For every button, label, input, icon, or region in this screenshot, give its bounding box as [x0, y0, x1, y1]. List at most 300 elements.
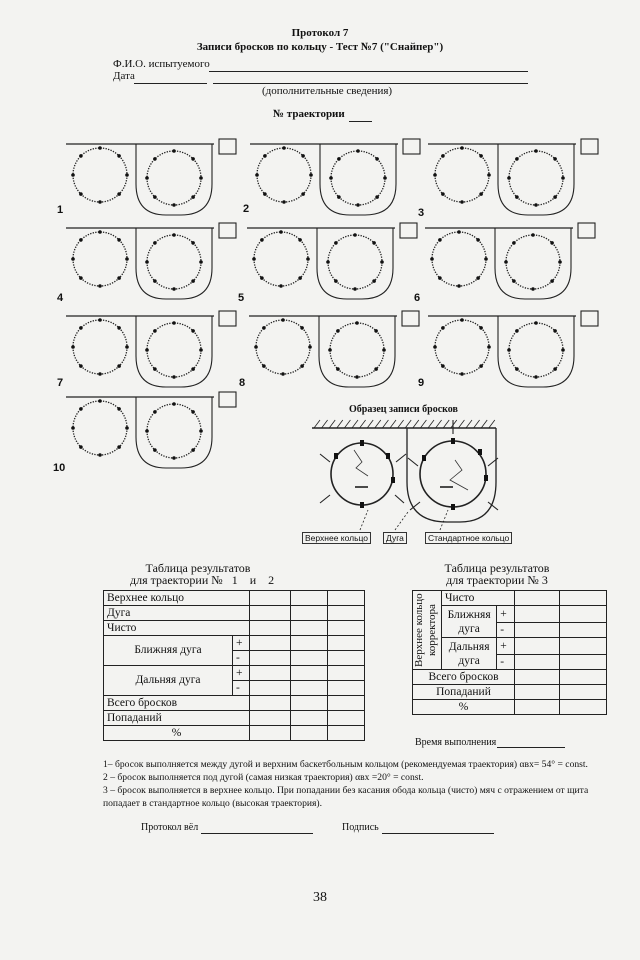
ring-dot [515, 195, 519, 199]
table-row [104, 591, 365, 606]
ring-dot [531, 233, 535, 237]
diagram-number: 7 [57, 377, 64, 389]
table-cell[interactable] [291, 696, 328, 711]
ring-dot [300, 326, 304, 330]
diagram-number: 10 [53, 462, 66, 474]
ring-dot [334, 279, 338, 283]
hatch-line [398, 420, 404, 428]
footnote: 3 – бросок выполняется в верхнее кольцо. При попадании без касания обода кольца (чисто) мяч с отражением от щита [103, 785, 589, 796]
ring-dot [260, 238, 264, 242]
table-cell[interactable] [515, 700, 560, 715]
ring-dot [375, 195, 379, 199]
ring-dot [534, 321, 538, 325]
ring-dot [356, 149, 360, 153]
ring-dot [79, 326, 83, 330]
table-cell: Всего бросков [104, 696, 250, 711]
table-cell[interactable] [515, 670, 560, 685]
ring-dot [430, 257, 434, 261]
table-cell: - [497, 623, 515, 638]
table-cell[interactable] [328, 726, 365, 741]
ring-dot [172, 233, 176, 237]
diagram-number: 5 [238, 292, 245, 304]
table-cell[interactable] [328, 636, 365, 651]
ring-dot [117, 407, 121, 411]
ring-dot [300, 364, 304, 368]
score-box [578, 223, 595, 238]
table-cell[interactable] [250, 606, 291, 621]
hatch-line [443, 420, 449, 428]
ring-dot [117, 326, 121, 330]
table-row [104, 726, 365, 741]
ring-dot [561, 176, 565, 180]
ring-dot [561, 348, 565, 352]
table-row [104, 636, 365, 651]
table-cell: - [233, 651, 250, 666]
ring-dot [476, 238, 480, 242]
ring-dot [153, 410, 157, 414]
ring-dot [191, 195, 195, 199]
table-row [104, 606, 365, 621]
hatch-line [314, 420, 320, 428]
table-cell[interactable] [328, 651, 365, 666]
trajectory-label: № траектории [273, 108, 345, 120]
table-row [104, 696, 365, 711]
diagram-number: 2 [243, 203, 250, 215]
ring-dot [534, 375, 538, 379]
ring-dot [479, 364, 483, 368]
arrow-line [408, 458, 418, 466]
ring-dot [309, 173, 313, 177]
time-field[interactable] [497, 747, 565, 748]
ring-dot [199, 260, 203, 264]
table-cell[interactable] [291, 591, 328, 606]
hatch-line [390, 420, 396, 428]
ring-dot [260, 276, 264, 280]
ring-dot [279, 284, 283, 288]
sample-upper-ring [331, 443, 393, 505]
arrow-line [395, 495, 404, 503]
ring-dot [281, 318, 285, 322]
ring-dot [282, 146, 286, 150]
ring-dot [438, 276, 442, 280]
sample-label-arc: Дуга [383, 532, 407, 544]
ring-dot [172, 321, 176, 325]
ring-dot [534, 149, 538, 153]
table-cell[interactable] [291, 606, 328, 621]
ring-dot [374, 367, 378, 371]
ring-dot [117, 192, 121, 196]
ring-dot [145, 176, 149, 180]
ring-dot [433, 173, 437, 177]
sample-mark [360, 502, 364, 508]
table-cell[interactable] [250, 711, 291, 726]
ring-dot [372, 241, 376, 245]
ring-dot [479, 326, 483, 330]
ring-dot [153, 367, 157, 371]
score-box [403, 139, 420, 154]
hatch-line [436, 420, 442, 428]
ring-dot [507, 176, 511, 180]
table-cell[interactable] [328, 711, 365, 726]
ring-dot [191, 367, 195, 371]
table-cell[interactable] [291, 636, 328, 651]
table1-caption-line2: для траектории № 1 и 2 [130, 573, 275, 587]
hatch-line [344, 420, 350, 428]
ring-dot [125, 426, 129, 430]
ring-dot [550, 241, 554, 245]
ring-dot [460, 372, 464, 376]
ring-dot [255, 173, 259, 177]
table-cell[interactable] [250, 636, 291, 651]
ring-dot [353, 233, 357, 237]
pointer-line [395, 512, 408, 530]
protocol-by-field[interactable] [201, 833, 313, 834]
table-cell[interactable] [328, 696, 365, 711]
ring-dot [199, 348, 203, 352]
ring-dot [117, 154, 121, 158]
table-cell[interactable] [250, 651, 291, 666]
ring-dot [457, 284, 461, 288]
ring-dot [337, 157, 341, 161]
ring-dot [441, 326, 445, 330]
ring-dot [79, 276, 83, 280]
ring-dot [79, 407, 83, 411]
ring-dot [191, 329, 195, 333]
hatch-line [382, 420, 388, 428]
score-box [219, 392, 236, 407]
ring-dot [353, 287, 357, 291]
table-cell: Дуга [104, 606, 250, 621]
hatch-line [375, 420, 381, 428]
table-cell[interactable] [515, 606, 560, 623]
ring-dot [117, 445, 121, 449]
ring-dot [380, 260, 384, 264]
table-cell: - [497, 655, 515, 670]
hatch-line [322, 420, 328, 428]
diagram-number: 1 [57, 204, 64, 216]
ring-dot [153, 195, 157, 199]
table-cell[interactable] [328, 681, 365, 696]
sample-mark [422, 455, 426, 461]
table-row [104, 711, 365, 726]
ring-dot [98, 399, 102, 403]
ring-dot [336, 367, 340, 371]
score-box [581, 311, 598, 326]
hatch-line [329, 420, 335, 428]
diagram-number: 3 [418, 207, 425, 219]
ring-dot [460, 318, 464, 322]
ring-dot [262, 326, 266, 330]
sample-mark [391, 477, 395, 483]
ring-dot [476, 276, 480, 280]
ring-dot [98, 284, 102, 288]
table2 [412, 590, 607, 715]
ring-dot [79, 154, 83, 158]
table-row [413, 606, 607, 623]
ring-dot [98, 200, 102, 204]
ring-dot [153, 279, 157, 283]
ring-dot [308, 345, 312, 349]
trajectory-line [354, 450, 368, 476]
ring-dot [71, 345, 75, 349]
ring-dot [383, 176, 387, 180]
table-cell: Чисто [442, 591, 515, 606]
table-cell[interactable] [328, 666, 365, 681]
diagram-number: 6 [414, 292, 421, 304]
ring-dot [375, 157, 379, 161]
ring-dot [433, 345, 437, 349]
table-cell[interactable] [560, 638, 607, 655]
table-cell[interactable] [515, 685, 560, 700]
footnote: 1– бросок выполняется между дугой и верхним баскетбольным кольцом (рекомендуемая траектория) αвх= 54° = const. [103, 759, 588, 770]
table-cell[interactable] [291, 681, 328, 696]
sample-mark [484, 475, 488, 481]
diagram-number: 9 [418, 377, 425, 389]
table-cell[interactable] [291, 621, 328, 636]
table-cell: % [413, 700, 515, 715]
ring-dot [125, 257, 129, 261]
ring-dot [487, 345, 491, 349]
table-cell[interactable] [515, 623, 560, 638]
footnote: 2 – бросок выполняется под дугой (самая низкая траектория) αвх =20° = const. [103, 772, 424, 783]
sample-standard-ring [420, 441, 486, 507]
table-cell[interactable] [560, 623, 607, 638]
table-cell[interactable] [250, 696, 291, 711]
ring-dot [199, 176, 203, 180]
fio-label: Ф.И.О. испытуемого [113, 58, 210, 70]
table-row [413, 638, 607, 655]
ring-dot [487, 173, 491, 177]
table-cell: + [233, 666, 250, 681]
ring-dot [191, 448, 195, 452]
ring-dot [172, 456, 176, 460]
additional-label: (дополнительные сведения) [262, 85, 393, 97]
table-cell[interactable] [560, 685, 607, 700]
table-cell[interactable] [250, 591, 291, 606]
ring-dot [172, 203, 176, 207]
ring-dot [153, 329, 157, 333]
table-cell [413, 591, 442, 670]
ring-dot [460, 200, 464, 204]
ring-dot [298, 238, 302, 242]
ring-dot [172, 287, 176, 291]
signature-field[interactable] [382, 833, 494, 834]
ring-dot [172, 149, 176, 153]
protocol-title: Протокол 7 [291, 27, 349, 39]
score-box [400, 223, 417, 238]
table-cell: + [233, 636, 250, 651]
ring-dot [550, 279, 554, 283]
hatch-line [489, 420, 495, 428]
table-cell: Ближняя дуга [442, 606, 497, 638]
score-box [219, 223, 236, 238]
ring-dot [328, 348, 332, 352]
table1-caption-line1: Таблица результатов [145, 561, 251, 575]
ring-dot [329, 176, 333, 180]
table-row [413, 591, 607, 606]
ring-dot [460, 146, 464, 150]
table-cell[interactable] [328, 606, 365, 621]
pointer-line [440, 510, 448, 530]
table-cell[interactable] [250, 681, 291, 696]
ring-dot [153, 157, 157, 161]
ring-dot [553, 195, 557, 199]
hatch-line [428, 420, 434, 428]
sample-mark [478, 449, 482, 455]
table2-caption-line1: Таблица результатов [444, 561, 550, 575]
ring-dot [153, 448, 157, 452]
arrow-line [396, 454, 406, 462]
hatch-line [458, 420, 464, 428]
ring-dot [441, 154, 445, 158]
table-cell[interactable] [328, 621, 365, 636]
sample-mark [386, 453, 390, 459]
sample-title: Образец записи бросков [349, 404, 458, 415]
table-cell: Попаданий [104, 711, 250, 726]
ring-dot [254, 345, 258, 349]
ring-dot [98, 230, 102, 234]
ring-dot [172, 402, 176, 406]
footnotes [103, 758, 623, 810]
table-row [413, 685, 607, 700]
ring-dot [515, 367, 519, 371]
ring-dot [553, 367, 557, 371]
sample-label-standard-ring: Стандартное кольцо [425, 532, 512, 544]
hatch-line [337, 420, 343, 428]
hatch-line [405, 420, 411, 428]
ring-dot [117, 276, 121, 280]
ring-dot [298, 276, 302, 280]
table-cell: Ближняя дуга [104, 636, 233, 666]
hatch-line [420, 420, 426, 428]
table-cell[interactable] [291, 666, 328, 681]
ring-dot [191, 410, 195, 414]
table-cell[interactable] [560, 591, 607, 606]
table-row [104, 666, 365, 681]
table-cell[interactable] [515, 591, 560, 606]
ring-dot [125, 173, 129, 177]
time-label: Время выполнения [415, 737, 497, 748]
ring-dot [479, 192, 483, 196]
ring-dot [512, 241, 516, 245]
ring-dot [79, 192, 83, 196]
ring-dot [301, 192, 305, 196]
table-cell[interactable] [328, 591, 365, 606]
ring-dot [145, 260, 149, 264]
table-cell: Верхнее кольцо [104, 591, 250, 606]
table-cell[interactable] [515, 638, 560, 655]
ring-dot [306, 257, 310, 261]
ring-dot [438, 238, 442, 242]
trajectory-line [450, 460, 468, 490]
ring-dot [125, 345, 129, 349]
table-row [413, 670, 607, 685]
table-cell: - [233, 681, 250, 696]
hatch-line [451, 420, 457, 428]
ring-dot [484, 257, 488, 261]
table-cell: Чисто [104, 621, 250, 636]
table-cell: + [497, 638, 515, 655]
ring-dot [191, 279, 195, 283]
footnote: попадает в стандартное кольцо (высокая траектория). [103, 798, 323, 809]
date-label: Дата [113, 70, 135, 82]
diagram-number: 8 [239, 377, 246, 389]
ring-dot [301, 154, 305, 158]
table-cell: Попаданий [413, 685, 515, 700]
sample-label-upper-ring: Верхнее кольцо [302, 532, 371, 544]
ring-dot [553, 157, 557, 161]
table-cell[interactable] [560, 606, 607, 623]
table-cell[interactable] [250, 621, 291, 636]
ring-dot [79, 238, 83, 242]
table-cell: % [104, 726, 250, 741]
table-cell[interactable] [560, 670, 607, 685]
ring-dot [117, 364, 121, 368]
ring-dot [553, 329, 557, 333]
ring-dot [281, 372, 285, 376]
ring-dot [252, 257, 256, 261]
ring-dot [355, 375, 359, 379]
table-cell[interactable] [560, 700, 607, 715]
ring-dot [117, 238, 121, 242]
signature-label: Подпись [342, 822, 379, 833]
ring-dot [441, 192, 445, 196]
table-cell[interactable] [291, 711, 328, 726]
ring-dot [98, 372, 102, 376]
hatch-line [413, 420, 419, 428]
table-cell[interactable] [560, 655, 607, 670]
arrow-line [320, 495, 330, 503]
ring-dot [153, 241, 157, 245]
ring-dot [479, 154, 483, 158]
table1 [103, 590, 365, 741]
ring-dot [356, 203, 360, 207]
table-cell[interactable] [515, 655, 560, 670]
ring-dot [515, 157, 519, 161]
score-box [402, 311, 419, 326]
table-row [413, 700, 607, 715]
ring-dot [382, 348, 386, 352]
ring-dot [282, 200, 286, 204]
table-cell[interactable] [291, 726, 328, 741]
ring-dot [145, 348, 149, 352]
ring-dot [457, 230, 461, 234]
table-cell[interactable] [250, 726, 291, 741]
ring-dot [263, 154, 267, 158]
table-cell[interactable] [250, 666, 291, 681]
ring-dot [79, 445, 83, 449]
sample-mark [451, 438, 455, 444]
ring-dot [372, 279, 376, 283]
table-cell[interactable] [291, 651, 328, 666]
vertical-label: Верхнее кольцо корректора [413, 593, 438, 667]
ring-dot [336, 329, 340, 333]
hatch-line [352, 420, 358, 428]
ring-dot [191, 241, 195, 245]
hatch-line [474, 420, 480, 428]
ring-dot [441, 364, 445, 368]
ring-dot [98, 318, 102, 322]
ring-dot [512, 279, 516, 283]
ring-dot [191, 157, 195, 161]
sample-mark [360, 440, 364, 446]
ring-dot [172, 375, 176, 379]
ring-dot [534, 203, 538, 207]
table-row [104, 621, 365, 636]
sample-mark [451, 504, 455, 510]
ring-dot [334, 241, 338, 245]
table-cell: Дальняя дуга [104, 666, 233, 696]
